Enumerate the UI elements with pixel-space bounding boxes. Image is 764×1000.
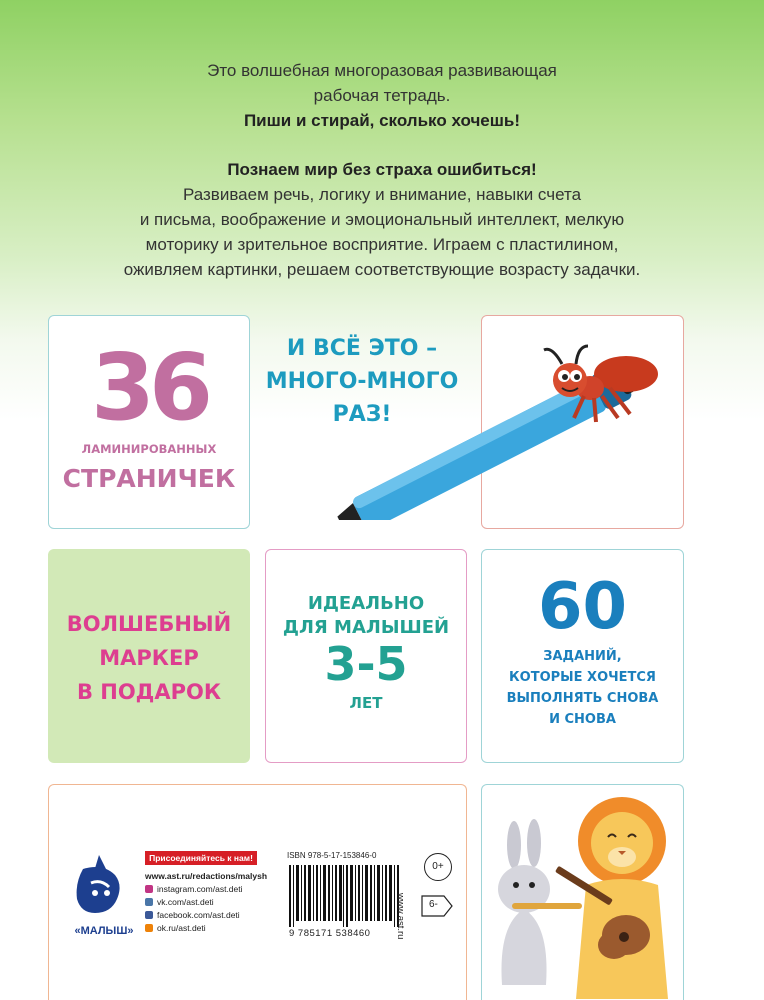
- age-rating-badge: 0+: [424, 853, 452, 881]
- intro-body-3: моторику и зрительное восприятие. Играем с пластилином,: [145, 235, 619, 254]
- gift-line-1: ВОЛШЕБНЫЙ: [66, 612, 232, 636]
- join-banner: Присоединяйтесь к нам!: [145, 851, 257, 865]
- pages-card: [48, 315, 250, 529]
- repeat-line-1: И ВСЁ ЭТО –: [286, 336, 438, 361]
- gift-marker-card: [48, 549, 250, 763]
- publisher-name: «МАЛЫШ»: [74, 925, 134, 937]
- tasks-card: [481, 549, 684, 763]
- pages-number: 36: [90, 334, 208, 441]
- ok-icon: [145, 924, 153, 932]
- pages-label-2: СТРАНИЧЕК: [62, 464, 236, 493]
- tasks-line-1: ЗАДАНИЙ,: [543, 649, 622, 664]
- marker-ant-illustration: [254, 340, 694, 520]
- tasks-line-3: ВЫПОЛНЯТЬ СНОВА: [506, 691, 659, 706]
- tasks-number: 60: [537, 570, 628, 644]
- intro-line-3: Пиши и стирай, сколько хочешь!: [243, 111, 521, 130]
- pages-label-1: ЛАМИНИРОВАННЫХ: [81, 442, 217, 456]
- site-vertical: www.ast.ru: [395, 893, 406, 940]
- facebook-link[interactable]: facebook.com/ast.deti: [145, 910, 325, 920]
- vk-icon: [145, 898, 153, 906]
- publisher-card: [48, 784, 467, 1000]
- website-link[interactable]: www.ast.ru/redactions/malysh: [145, 871, 268, 881]
- age-line-3: ЛЕТ: [349, 694, 383, 712]
- age-line-2: ДЛЯ МАЛЫШЕЙ: [282, 617, 450, 638]
- lion-rabbit-illustration: [482, 785, 682, 999]
- animals-card: [481, 784, 684, 1000]
- ok-link[interactable]: ok.ru/ast.deti: [145, 923, 325, 933]
- tasks-line-4: И СНОВА: [549, 712, 616, 727]
- price-tag: [421, 895, 453, 917]
- repeat-line-3: РАЗ!: [332, 402, 392, 427]
- barcode-icon: [289, 865, 401, 927]
- gift-line-2: МАРКЕР: [99, 646, 199, 670]
- intro-line-1: Это волшебная многоразовая развивающая: [207, 61, 557, 80]
- age-line-1: ИДЕАЛЬНО: [307, 593, 425, 614]
- intro-line-2: рабочая тетрадь.: [313, 86, 451, 105]
- age-card: [265, 549, 467, 763]
- intro-heading: Познаем мир без страха ошибиться!: [227, 160, 537, 179]
- facebook-icon: [145, 911, 153, 919]
- isbn-text: ISBN 978-5-17-153846-0: [287, 851, 377, 860]
- repeat-line-2: МНОГО-МНОГО: [265, 369, 459, 394]
- tasks-line-2: КОТОРЫЕ ХОЧЕТСЯ: [509, 670, 656, 685]
- instagram-icon: [145, 885, 153, 893]
- barcode-digits: 9 785171 538460: [289, 928, 371, 939]
- publisher-logo-icon: [69, 849, 139, 935]
- intro-body-4: оживляем картинки, решаем соответствующие возрасту задачки.: [123, 260, 641, 279]
- intro-body-2: и письма, воображение и эмоциональный интеллект, мелкую: [139, 210, 625, 229]
- gift-line-3: В ПОДАРОК: [76, 680, 222, 704]
- intro-text: [0, 58, 764, 282]
- price-tag-text: 6-: [429, 899, 438, 910]
- instagram-link[interactable]: instagram.com/ast.deti: [145, 884, 325, 894]
- age-number: 3-5: [324, 637, 408, 691]
- intro-body-1: Развиваем речь, логику и внимание, навыки счета: [182, 185, 582, 204]
- vk-link[interactable]: vk.com/ast.deti: [145, 897, 325, 907]
